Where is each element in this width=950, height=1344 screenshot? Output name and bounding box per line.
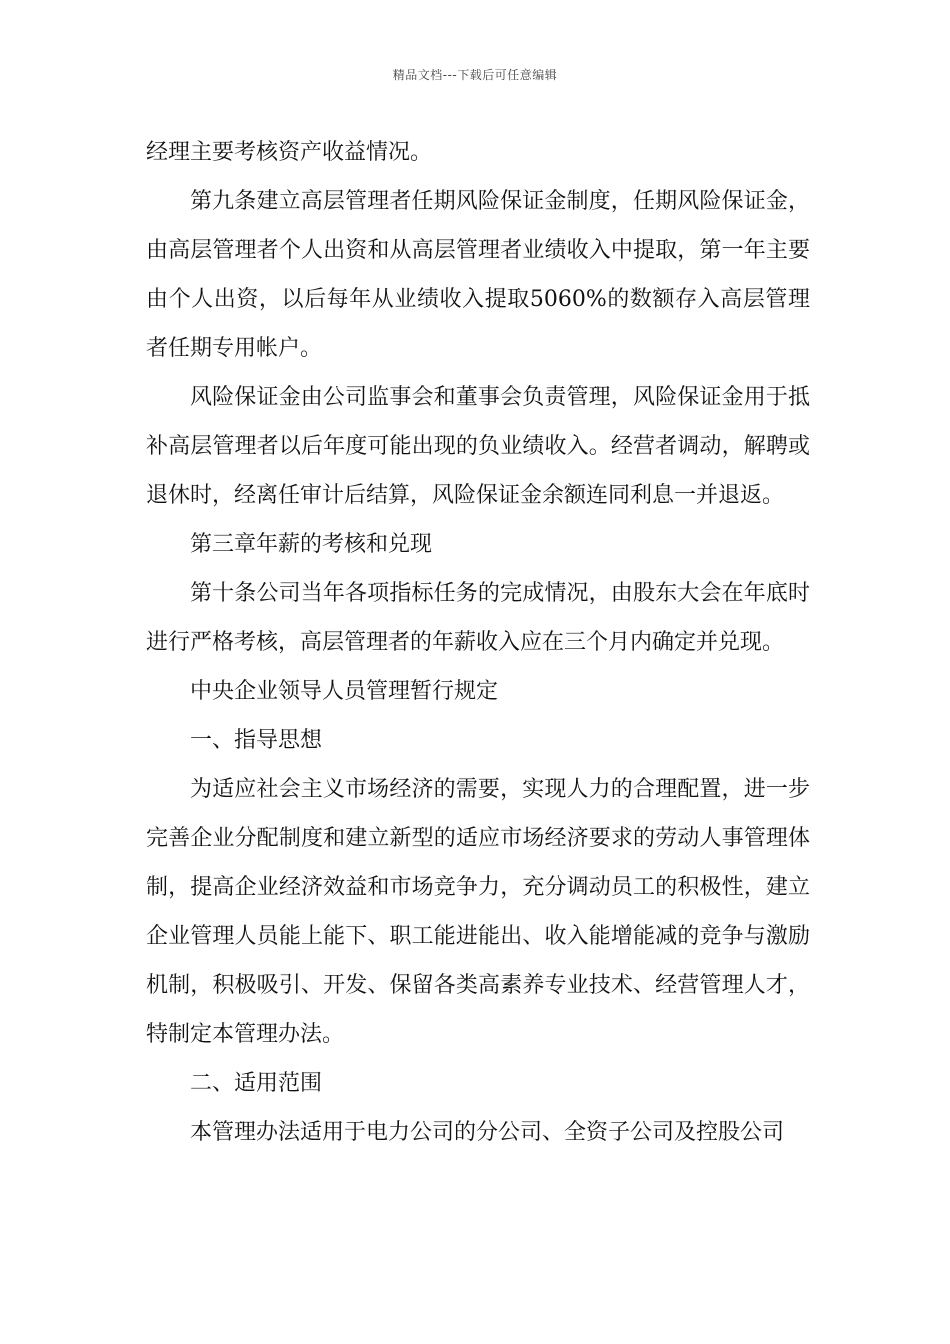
- document-title: 中央企业领导人员管理暂行规定: [190, 679, 499, 704]
- paragraph: 本管理办法适用于电力公司的分公司、全资子公司及控股公司: [190, 1120, 785, 1145]
- section-heading: 一、指导思想: [190, 728, 323, 753]
- paragraph: 第十条公司当年各项指标任务的完成情况，由股东大会在年底时进行严格考核，高层管理者的年薪收入应在三个月内确定并兑现。: [146, 581, 810, 655]
- page-header: 精品文档---下载后可任意编辑: [392, 68, 558, 82]
- paragraph: 经理主要考核资产收益情况。: [146, 140, 433, 165]
- paragraph: 为适应社会主义市场经济的需要，实现人力的合理配置，进一步完善企业分配制度和建立新型的适应市场经济要求的劳动人事管理体制，提高企业经济效益和市场竞争力，充分调动员工的积极性，建立企业管理人员能上能下、职工能进能出、收入能增能减的竞争与激励机制，积极吸引、开发、保留各类高素养专业技术、经营管理人才，特制定本管理办法。: [146, 777, 810, 1047]
- section-heading: 第三章年薪的考核和兑现: [190, 532, 433, 557]
- document-body: [146, 128, 810, 1157]
- paragraph: 风险保证金由公司监事会和董事会负责管理，风险保证金用于抵补高层管理者以后年度可能出现的负业绩收入。经营者调动，解聘或退休时，经离任审计后结算，风险保证金余额连同利息一并退返。: [146, 385, 810, 508]
- paragraph: 第九条建立高层管理者任期风险保证金制度，任期风险保证金，由高层管理者个人出资和从高层管理者业绩收入中提取，第一年主要由个人出资，以后每年从业绩收入提取5060%的数额存入高层管理者任期专用帐户。: [146, 189, 810, 361]
- section-heading: 二、适用范围: [190, 1071, 323, 1096]
